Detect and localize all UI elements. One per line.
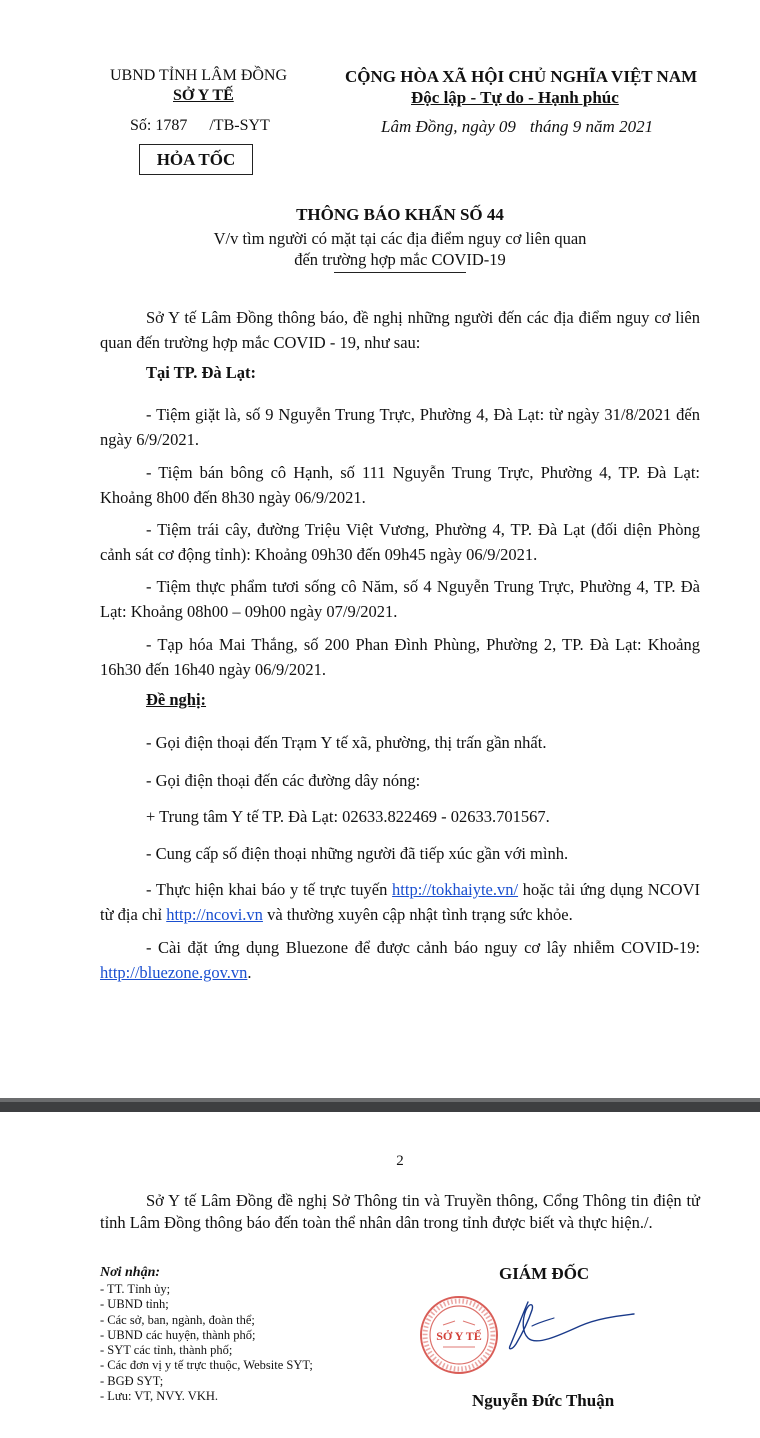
location-item-4: - Tiệm thực phẩm tươi sống cô Năm, số 4 Nguyễn Trung Trực, Phường 4, TP. Đà Lạt: Khoảng 08h00 – 09h00 ngày 07/9/2021. xyxy=(100,577,700,621)
request-5-text-b: hoặc tải ứng dụng NCOVI từ địa chỉ xyxy=(100,880,700,924)
document-number xyxy=(130,117,270,135)
request-6-text: - Cài đặt ứng dụng Bluezone để được cảnh báo nguy cơ lây nhiễm COVID-19: xyxy=(146,938,700,957)
issuer-department xyxy=(173,87,234,105)
recipient-item: - BGĐ SYT; xyxy=(100,1373,164,1388)
document-number-label: Số: 1787 xyxy=(130,117,188,134)
request-item-3: + Trung tâm Y tế TP. Đà Lạt: 02633.822469 - 02633.701567. xyxy=(146,807,550,826)
urgent-stamp-box: HỎA TỐC xyxy=(139,144,253,175)
recipient-item: - UBND các huyện, thành phố; xyxy=(100,1327,256,1342)
date-prefix: Lâm Đồng, ngày xyxy=(381,117,495,136)
request-item-5 xyxy=(100,877,700,927)
notice-subject-line1: V/v tìm người có mặt tại các địa điểm nguy cơ liên quan xyxy=(213,229,587,248)
section-request-text: Đề nghị: xyxy=(146,690,207,709)
issuer-department-text: SỞ Y TẾ xyxy=(173,87,234,104)
document-number-suffix: /TB-SYT xyxy=(209,117,270,134)
signer-title: GIÁM ĐỐC xyxy=(499,1264,590,1283)
recipient-item: - Lưu: VT, NVY. VKH. xyxy=(100,1389,219,1404)
request-item-4: - Cung cấp số điện thoại những người đã tiếp xúc gần với mình. xyxy=(146,844,569,863)
bluezone-link[interactable]: http://bluezone.gov.vn xyxy=(100,963,248,982)
notice-title: THÔNG BÁO KHẨN SỐ 44 xyxy=(296,205,504,224)
recipients-title: Nơi nhận: xyxy=(100,1265,161,1280)
recipient-item: - TT. Tỉnh ủy; xyxy=(100,1282,171,1296)
request-5-text-a: - Thực hiện khai báo y tế trực tuyến xyxy=(146,880,388,899)
location-item-1: - Tiệm giặt là, số 9 Nguyễn Trung Trực, Phường 4, Đà Lạt: từ ngày 31/8/2021 đến ngày 6/9/2021. xyxy=(100,405,700,449)
date-rest: tháng 9 năm 2021 xyxy=(529,117,654,136)
recipients-list xyxy=(100,1282,313,1404)
location-item-2: - Tiệm bán bông cô Hạnh, số 111 Nguyễn Trung Trực, Phường 4, TP. Đà Lạt: Khoảng 8h00 đến 8h30 ngày 06/9/2021. xyxy=(100,463,700,507)
title-underline xyxy=(334,272,466,273)
location-item-5: - Tạp hóa Mai Thắng, số 200 Phan Đình Phùng, Phường 2, TP. Đà Lạt: Khoảng 16h30 đến 16h40 ngày 06/9/2021. xyxy=(100,635,700,679)
page-separator xyxy=(0,1102,760,1112)
closing-paragraph: Sở Y tế Lâm Đồng đề nghị Sở Thông tin và Truyền thông, Cổng Thông tin điện tử tỉnh Lâm Đồng thông báo đến toàn thể nhân dân trong tỉnh được biết và thực hiện./. xyxy=(100,1191,700,1232)
national-title: CỘNG HÒA XÃ HỘI CHỦ NGHĨA VIỆT NAM xyxy=(345,67,698,86)
signer-name: Nguyễn Đức Thuận xyxy=(472,1391,615,1410)
date-day: 09 xyxy=(498,117,516,136)
notice-subject-line2: đến trường hợp mắc COVID-19 xyxy=(294,250,506,269)
recipient-item: - SYT các tỉnh, thành phố; xyxy=(100,1343,233,1358)
national-motto-text: Độc lập - Tự do - Hạnh phúc xyxy=(411,88,619,107)
document-date xyxy=(381,117,653,137)
issuer-province: UBND TỈNH LÂM ĐỒNG xyxy=(110,67,288,84)
recipient-item: - UBND tỉnh; xyxy=(100,1297,169,1312)
request-5-text-c: và thường xuyên cập nhật tình trạng sức khỏe. xyxy=(267,905,573,924)
national-motto xyxy=(411,88,619,108)
request-6-end: . xyxy=(247,963,252,982)
request-item-6 xyxy=(100,935,700,985)
intro-paragraph: Sở Y tế Lâm Đồng thông báo, đề nghị những người đến các địa điểm nguy cơ liên quan đến trường hợp mắc COVID - 19, như sau: xyxy=(100,308,700,352)
section-dalat-heading: Tại TP. Đà Lạt: xyxy=(146,363,257,382)
request-item-2: - Gọi điện thoại đến các đường dây nóng: xyxy=(146,771,421,790)
page-number: 2 xyxy=(396,1153,404,1169)
ncovi-link[interactable]: http://ncovi.vn xyxy=(166,905,263,924)
tokhaiyte-link[interactable]: http://tokhaiyte.vn/ xyxy=(392,880,519,899)
stamp-text: SỞ Y TẾ xyxy=(436,1329,482,1343)
signature xyxy=(488,1296,638,1356)
request-item-1: - Gọi điện thoại đến Trạm Y tế xã, phường, thị trấn gần nhất. xyxy=(146,733,547,752)
section-request-heading xyxy=(146,690,206,710)
recipient-item: - Các sở, ban, ngành, đoàn thể; xyxy=(100,1312,255,1327)
recipient-item: - Các đơn vị y tế trực thuộc, Website SYT; xyxy=(100,1358,313,1373)
location-item-3: - Tiệm trái cây, đường Triệu Việt Vương, Phường 4, TP. Đà Lạt (đối diện Phòng cảnh sát cơ động tỉnh): Khoảng 09h30 đến 09h45 ngày 06/9/2021. xyxy=(100,520,700,564)
